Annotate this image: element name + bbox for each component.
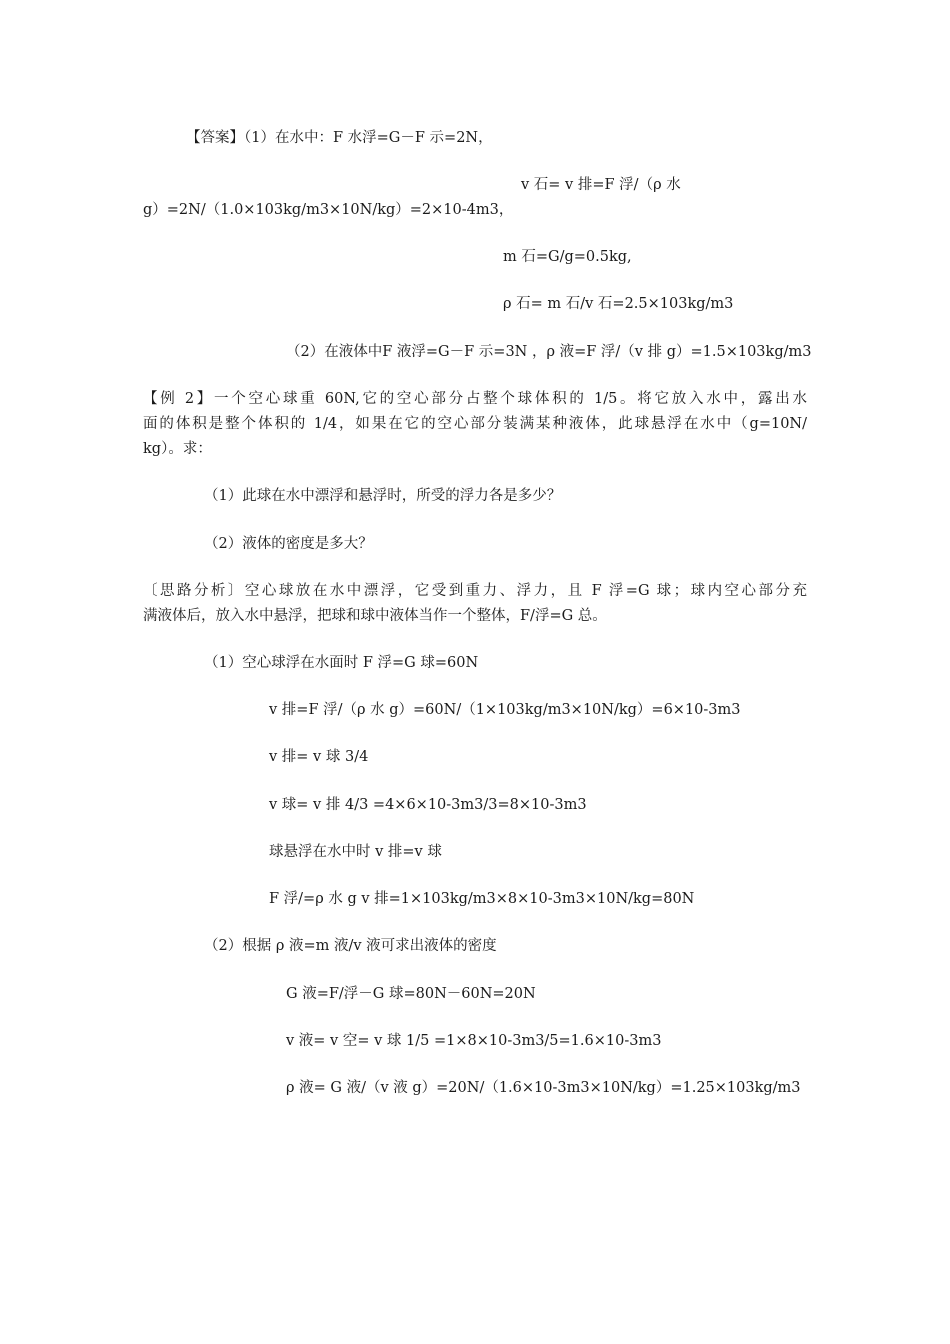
solution-1-heading: （1）空心球浮在水面时 F 浮=G 球=60N [204, 655, 479, 671]
solution-1-step-e: F 浮/=ρ 水 g v 排=1×103kg/m3×8×10-3m3×10N/kg=80N [269, 891, 695, 907]
solution-2-heading: （2）根据 ρ 液=m 液/v 液可求出液体的密度 [204, 938, 497, 954]
solution-1-step-c: v 球= v 排 4/3 =4×6×10-3m3/3=8×10-3m3 [269, 797, 587, 813]
solution-2-step-a: G 液=F/浮－G 球=80N－60N=20N [286, 986, 536, 1002]
example-2-problem-line-2: 面的体积是整个体积的 1/4，如果在它的空心部分装满某种液体，此球悬浮在水中（g=10N/ [143, 416, 807, 432]
solution-1-step-b: v 排= v 球 3/4 [269, 749, 369, 765]
answer-line-1: 【答案】（1）在水中：F 水浮=G－F 示=2N， [186, 130, 493, 146]
answer-line-6: （2）在液体中F 液浮=G－F 示=3N ，ρ 液=F 浮/（v 排 g）=1.5×103kg/m3 [286, 344, 812, 360]
solution-2-step-b: v 液= v 空= v 球 1/5 =1×8×10-3m3/5=1.6×10-3m3 [286, 1033, 662, 1049]
example-2-problem-line-1: 【例 2】一个空心球重 60N,它的空心部分占整个球体积的 1/5。将它放入水中，露出水 [143, 391, 807, 407]
answer-line-3: g）=2N/（1.0×103kg/m3×10N/kg）=2×10-4m3， [143, 202, 514, 218]
example-2-problem-line-3: kg）。求： [143, 441, 212, 457]
analysis-line-2: 满液体后，放入水中悬浮，把球和球中液体当作一个整体，F/浮=G 总。 [143, 608, 607, 624]
answer-line-4: m 石=G/g=0.5kg, [503, 249, 632, 265]
solution-2-step-c: ρ 液= G 液/（v 液 g）=20N/（1.6×10-3m3×10N/kg）=1.25×103kg/m3 [286, 1080, 801, 1096]
question-1: （1）此球在水中漂浮和悬浮时，所受的浮力各是多少？ [204, 488, 562, 504]
answer-line-5: ρ 石= m 石/v 石=2.5×103kg/m3 [503, 296, 734, 312]
solution-1-step-a: v 排=F 浮/（ρ 水 g）=60N/（1×103kg/m3×10N/kg）=6×10-3m3 [269, 702, 741, 718]
solution-1-step-d: 球悬浮在水中时 v 排=v 球 [269, 844, 442, 860]
question-2: （2）液体的密度是多大？ [204, 536, 373, 552]
answer-line-2: v 石= v 排=F 浮/（ρ 水 [521, 177, 681, 193]
analysis-line-1: 〔思路分析〕空心球放在水中漂浮，它受到重力、浮力，且 F 浮=G 球；球内空心部分充 [143, 583, 807, 599]
